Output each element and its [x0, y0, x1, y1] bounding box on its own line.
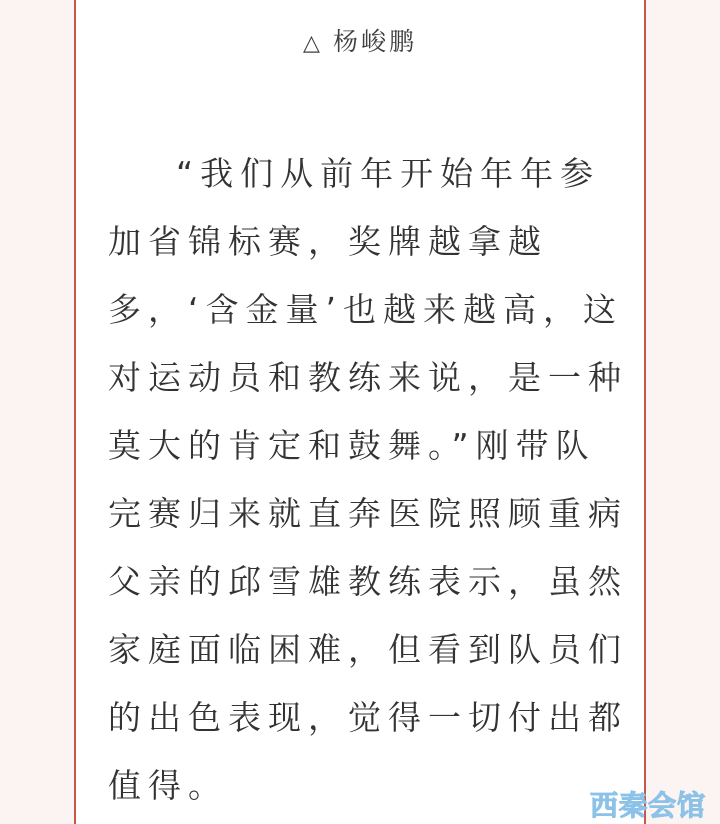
paragraph-line: 完赛归来就直奔医院照顾重病 — [108, 494, 628, 533]
triangle-icon: △ — [303, 31, 323, 56]
watermark-logo: 西秦会馆 — [590, 789, 707, 822]
paragraph-line: 多，‘含金量’也越来越高，这 — [108, 290, 623, 329]
paragraph-line: 莫大的肯定和鼓舞。”刚带队 — [108, 426, 596, 465]
paragraph-line: 的出色表现，觉得一切付出都 — [108, 698, 628, 737]
photo-caption — [75, 24, 645, 62]
right-border-line — [644, 0, 646, 824]
paragraph-line: 值得。 — [108, 766, 228, 805]
paragraph-line: 加省锦标赛，奖牌越拿越 — [108, 222, 548, 261]
paragraph-line: 对运动员和教练来说，是一种 — [108, 358, 628, 397]
caption-name: 杨峻鹏 — [332, 27, 417, 56]
left-border-line — [74, 0, 76, 824]
article-paragraph — [108, 140, 628, 820]
paragraph-line: 父亲的邱雪雄教练表示，虽然 — [108, 562, 628, 601]
paragraph-line: 家庭面临困难，但看到队员们 — [108, 630, 628, 669]
paragraph-line: “我们从前年开始年年参 — [176, 154, 601, 193]
